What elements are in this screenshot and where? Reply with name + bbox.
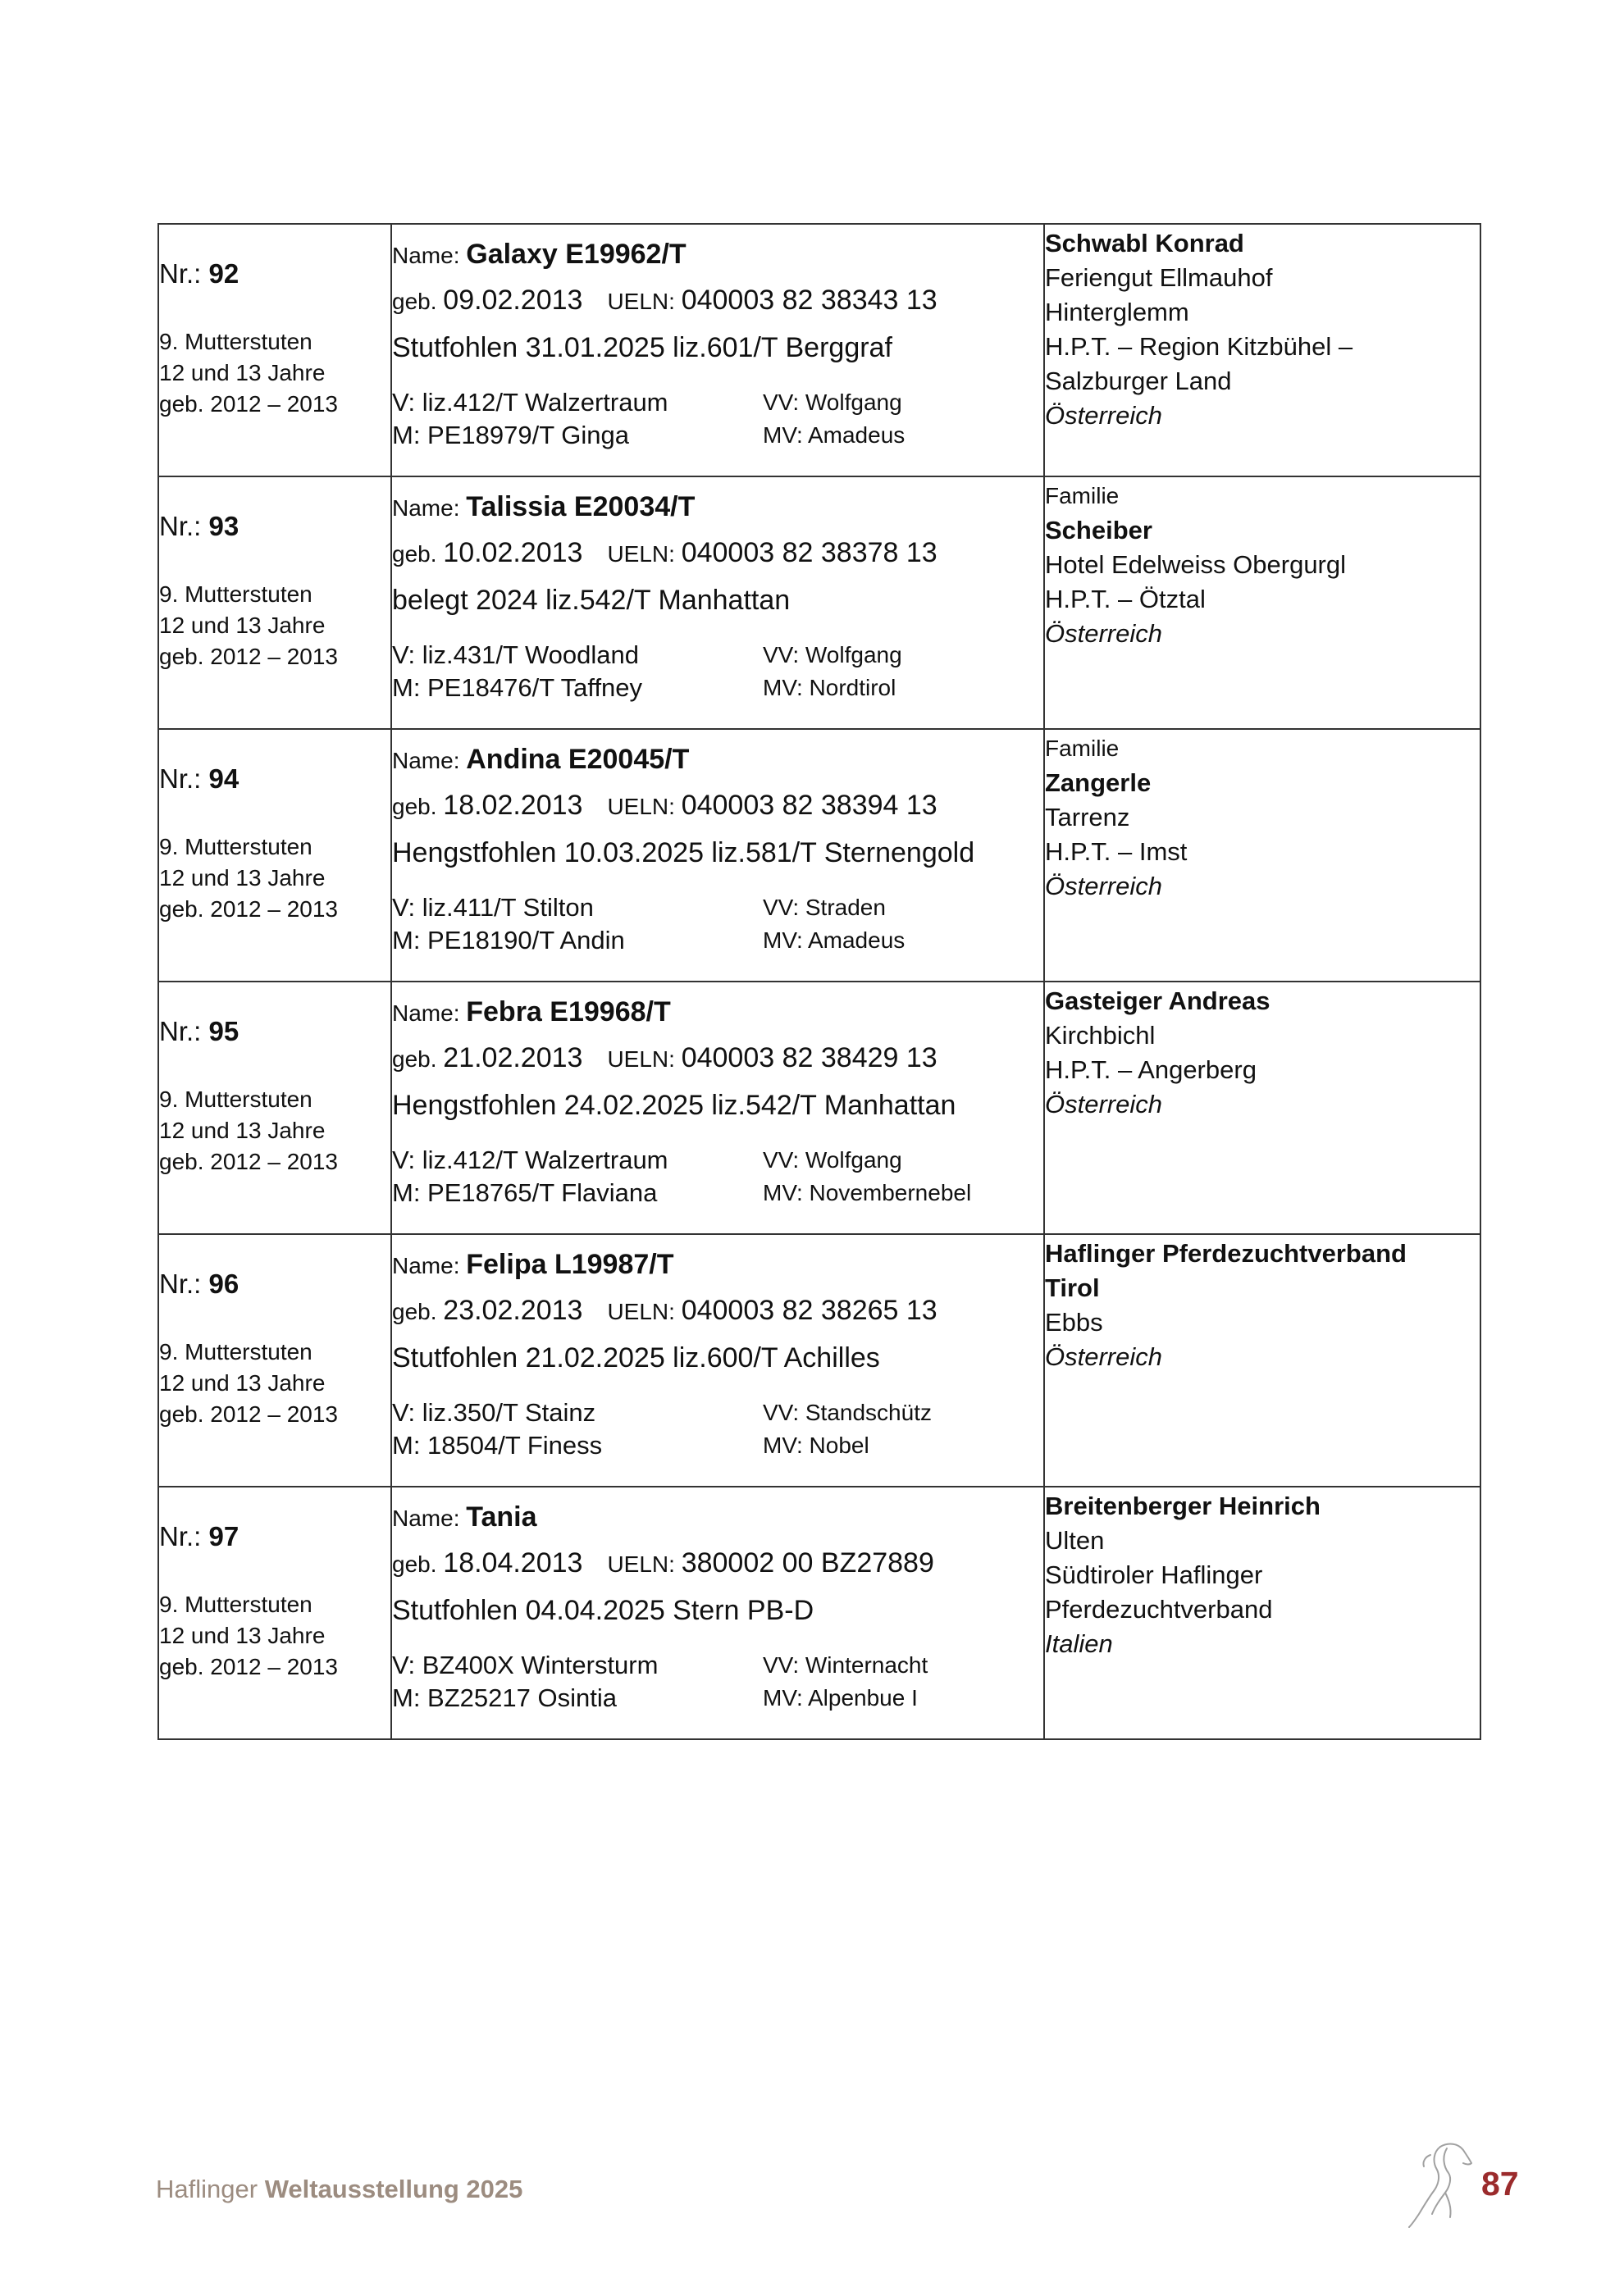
- ueln-label: UELN:: [607, 1299, 675, 1325]
- dam-sire: MV: Novembernebel: [763, 1179, 972, 1205]
- horse-name: Felipa L19987/T: [466, 1249, 674, 1280]
- ueln-label: UELN:: [607, 794, 675, 820]
- geb-label: geb.: [392, 1299, 437, 1325]
- birth-date: 21.02.2013: [443, 1042, 583, 1074]
- dam-sire: MV: Alpenbue I: [763, 1684, 918, 1711]
- ueln-value: 380002 00 BZ27889: [681, 1547, 934, 1579]
- owner-name: Zangerle: [1045, 768, 1152, 797]
- owner-cell: [1044, 476, 1480, 729]
- ueln-value: 040003 82 38343 13: [681, 285, 937, 317]
- nr-label: Nr.:: [159, 1521, 202, 1551]
- entry-number: [159, 257, 390, 290]
- foal-status: belegt 2024 liz.542/T Manhattan: [392, 585, 791, 617]
- foal-status: Stutfohlen 21.02.2025 liz.600/T Achilles: [392, 1342, 880, 1374]
- name-label: Name:: [392, 748, 460, 773]
- entry-number-cell: [158, 729, 391, 982]
- owner-name: Breitenberger Heinrich: [1045, 1492, 1321, 1520]
- class-years: geb. 2012 – 2013: [159, 1148, 338, 1174]
- ueln-value: 040003 82 38394 13: [681, 790, 937, 822]
- owner-country: Österreich: [1045, 401, 1162, 430]
- dam-sire: MV: Nordtirol: [763, 674, 896, 700]
- class-name: 9. Mutterstuten: [159, 1086, 312, 1112]
- pedigree: [392, 1396, 1043, 1462]
- nr-value: 95: [208, 1016, 239, 1046]
- nr-label: Nr.:: [159, 1016, 202, 1046]
- owner-name: Gasteiger Andreas: [1045, 986, 1270, 1015]
- horse-name-line: [392, 1499, 1043, 1535]
- sire: V: liz.350/T Stainz: [392, 1397, 596, 1427]
- horse-name: Tania: [466, 1501, 537, 1533]
- owner-association: H.P.T. – Region Kitzbühel –: [1045, 332, 1353, 361]
- owner-cell: [1044, 1487, 1480, 1739]
- dam: M: PE18979/T Ginga: [392, 420, 629, 449]
- dam-sire: MV: Nobel: [763, 1432, 869, 1458]
- entry-row: [158, 224, 1480, 476]
- owner-location: Ebbs: [1045, 1308, 1103, 1337]
- sire: V: liz.431/T Woodland: [392, 640, 639, 669]
- sire-sire: VV: Straden: [763, 894, 886, 920]
- class-info: [159, 326, 390, 420]
- horse-name-line: [392, 236, 1043, 272]
- ueln-label: UELN:: [607, 289, 675, 315]
- class-years: geb. 2012 – 2013: [159, 1401, 338, 1427]
- horse-cell: [391, 224, 1044, 476]
- class-age: 12 und 13 Jahre: [159, 1117, 326, 1143]
- owner-prefix: Familie: [1045, 483, 1120, 508]
- horse-cell: [391, 982, 1044, 1234]
- sire-sire: VV: Wolfgang: [763, 641, 902, 667]
- horse-cell: [391, 1234, 1044, 1487]
- name-label: Name:: [392, 1506, 460, 1531]
- class-years: geb. 2012 – 2013: [159, 390, 338, 417]
- owner-cell: [1044, 1234, 1480, 1487]
- nr-value: 93: [208, 511, 239, 541]
- footer-event: Weltausstellung 2025: [264, 2175, 523, 2203]
- nr-label: Nr.:: [159, 763, 202, 794]
- nr-value: 92: [208, 258, 239, 289]
- class-name: 9. Mutterstuten: [159, 1338, 312, 1364]
- horse-name-line: [392, 1246, 1043, 1282]
- owner-name: Scheiber: [1045, 516, 1152, 544]
- nr-value: 96: [208, 1269, 239, 1299]
- owner-cell: [1044, 224, 1480, 476]
- horse-outline-icon: [1401, 2139, 1476, 2234]
- class-name: 9. Mutterstuten: [159, 833, 312, 859]
- sire: V: liz.412/T Walzertraum: [392, 1145, 668, 1174]
- owner-farm: Hotel Edelweiss Obergurgl: [1045, 550, 1347, 579]
- class-age: 12 und 13 Jahre: [159, 612, 326, 638]
- owner-country: Österreich: [1045, 1090, 1162, 1118]
- owner-name: Schwabl Konrad: [1045, 229, 1244, 257]
- pedigree: [392, 639, 1043, 704]
- birth-line: [392, 1040, 1043, 1076]
- sire: V: BZ400X Wintersturm: [392, 1650, 659, 1679]
- birth-line: [392, 1292, 1043, 1328]
- horse-cell: [391, 476, 1044, 729]
- owner-location: Ulten: [1045, 1526, 1105, 1555]
- mares-catalog-table: [157, 223, 1481, 1740]
- footer-title: [156, 2175, 522, 2204]
- class-info: [159, 1084, 390, 1178]
- dam: M: BZ25217 Osintia: [392, 1683, 617, 1712]
- class-info: [159, 1337, 390, 1430]
- class-name: 9. Mutterstuten: [159, 581, 312, 607]
- owner-location: Hinterglemm: [1045, 298, 1189, 326]
- owner-name: Haflinger Pferdezuchtverband: [1045, 1239, 1407, 1268]
- horse-name: Febra E19968/T: [466, 996, 671, 1027]
- entry-number-cell: [158, 476, 391, 729]
- class-age: 12 und 13 Jahre: [159, 864, 326, 891]
- sire-sire: VV: Wolfgang: [763, 1146, 902, 1173]
- owner-association-cont: Salzburger Land: [1045, 367, 1232, 395]
- entry-row: [158, 1487, 1480, 1739]
- class-info: [159, 831, 390, 925]
- dam-sire: MV: Amadeus: [763, 421, 906, 448]
- horse-name-line: [392, 994, 1043, 1030]
- dam: M: 18504/T Finess: [392, 1430, 603, 1460]
- dam-sire: MV: Amadeus: [763, 927, 906, 953]
- owner-location: Kirchbichl: [1045, 1021, 1156, 1050]
- dam: M: PE18765/T Flaviana: [392, 1178, 658, 1207]
- sire-sire: VV: Wolfgang: [763, 389, 902, 415]
- class-years: geb. 2012 – 2013: [159, 643, 338, 669]
- owner-country: Österreich: [1045, 619, 1162, 648]
- nr-label: Nr.:: [159, 1269, 202, 1299]
- horse-cell: [391, 1487, 1044, 1739]
- entry-number: [159, 510, 390, 543]
- pedigree: [392, 1649, 1043, 1715]
- dam: M: PE18190/T Andin: [392, 925, 625, 954]
- nr-label: Nr.:: [159, 511, 202, 541]
- ueln-value: 040003 82 38378 13: [681, 537, 937, 569]
- horse-name-line: [392, 489, 1043, 525]
- geb-label: geb.: [392, 289, 437, 315]
- owner-association: H.P.T. – Angerberg: [1045, 1055, 1257, 1084]
- class-years: geb. 2012 – 2013: [159, 1653, 338, 1679]
- owner-association: H.P.T. – Imst: [1045, 837, 1188, 866]
- owner-association-cont: Pferdezuchtverband: [1045, 1595, 1273, 1624]
- catalog-body: [158, 224, 1480, 1739]
- sire: V: liz.412/T Walzertraum: [392, 387, 668, 417]
- entry-number: [159, 1520, 390, 1553]
- entry-row: [158, 982, 1480, 1234]
- entry-number-cell: [158, 224, 391, 476]
- foal-status: Stutfohlen 31.01.2025 liz.601/T Berggraf: [392, 332, 892, 364]
- pedigree: [392, 891, 1043, 957]
- entry-row: [158, 729, 1480, 982]
- class-info: [159, 579, 390, 672]
- class-info: [159, 1589, 390, 1683]
- owner-name-cont: Tirol: [1045, 1273, 1100, 1302]
- birth-date: 23.02.2013: [443, 1295, 583, 1327]
- birth-date: 09.02.2013: [443, 285, 583, 317]
- horse-name: Talissia E20034/T: [466, 491, 696, 522]
- ueln-label: UELN:: [607, 1551, 675, 1578]
- name-label: Name:: [392, 1253, 460, 1278]
- entry-number-cell: [158, 982, 391, 1234]
- nr-value: 94: [208, 763, 239, 794]
- ueln-label: UELN:: [607, 1046, 675, 1073]
- class-years: geb. 2012 – 2013: [159, 895, 338, 922]
- pedigree: [392, 386, 1043, 452]
- foal-status: Hengstfohlen 24.02.2025 liz.542/T Manhattan: [392, 1090, 956, 1122]
- horse-cell: [391, 729, 1044, 982]
- ueln-value: 040003 82 38265 13: [681, 1295, 937, 1327]
- owner-country: Österreich: [1045, 872, 1162, 900]
- ueln-value: 040003 82 38429 13: [681, 1042, 937, 1074]
- name-label: Name:: [392, 1000, 460, 1026]
- class-name: 9. Mutterstuten: [159, 1591, 312, 1617]
- owner-cell: [1044, 729, 1480, 982]
- owner-farm: Feriengut Ellmauhof: [1045, 263, 1273, 292]
- pedigree: [392, 1144, 1043, 1210]
- entry-number: [159, 763, 390, 795]
- foal-status: Hengstfohlen 10.03.2025 liz.581/T Sternengold: [392, 837, 975, 869]
- sire-sire: VV: Winternacht: [763, 1651, 928, 1678]
- ueln-label: UELN:: [607, 541, 675, 567]
- footer-brand: Haflinger: [156, 2175, 258, 2203]
- nr-label: Nr.:: [159, 258, 202, 289]
- nr-value: 97: [208, 1521, 239, 1551]
- owner-cell: [1044, 982, 1480, 1234]
- entry-number: [159, 1268, 390, 1301]
- class-age: 12 und 13 Jahre: [159, 1369, 326, 1396]
- entry-number: [159, 1015, 390, 1048]
- birth-line: [392, 787, 1043, 823]
- entry-row: [158, 476, 1480, 729]
- horse-name: Andina E20045/T: [466, 744, 690, 775]
- birth-line: [392, 282, 1043, 318]
- class-age: 12 und 13 Jahre: [159, 359, 326, 385]
- birth-line: [392, 535, 1043, 571]
- entry-row: [158, 1234, 1480, 1487]
- geb-label: geb.: [392, 541, 437, 567]
- sire-sire: VV: Standschütz: [763, 1399, 932, 1425]
- sire: V: liz.411/T Stilton: [392, 892, 594, 922]
- horse-name: Galaxy E19962/T: [466, 239, 687, 270]
- geb-label: geb.: [392, 1046, 437, 1073]
- name-label: Name:: [392, 243, 460, 268]
- birth-line: [392, 1545, 1043, 1581]
- class-age: 12 und 13 Jahre: [159, 1622, 326, 1648]
- foal-status: Stutfohlen 04.04.2025 Stern PB-D: [392, 1595, 814, 1627]
- owner-association: H.P.T. – Ötztal: [1045, 585, 1206, 613]
- owner-prefix: Familie: [1045, 736, 1120, 761]
- birth-date: 10.02.2013: [443, 537, 583, 569]
- dam: M: PE18476/T Taffney: [392, 672, 643, 702]
- entry-number-cell: [158, 1234, 391, 1487]
- page-number: 87: [1481, 2165, 1519, 2203]
- owner-association: Südtiroler Haflinger: [1045, 1560, 1263, 1589]
- geb-label: geb.: [392, 1551, 437, 1578]
- geb-label: geb.: [392, 794, 437, 820]
- owner-location: Tarrenz: [1045, 803, 1130, 831]
- owner-country: Österreich: [1045, 1342, 1162, 1371]
- birth-date: 18.04.2013: [443, 1547, 583, 1579]
- class-name: 9. Mutterstuten: [159, 328, 312, 354]
- name-label: Name:: [392, 495, 460, 521]
- entry-number-cell: [158, 1487, 391, 1739]
- birth-date: 18.02.2013: [443, 790, 583, 822]
- horse-name-line: [392, 741, 1043, 777]
- owner-country: Italien: [1045, 1629, 1113, 1658]
